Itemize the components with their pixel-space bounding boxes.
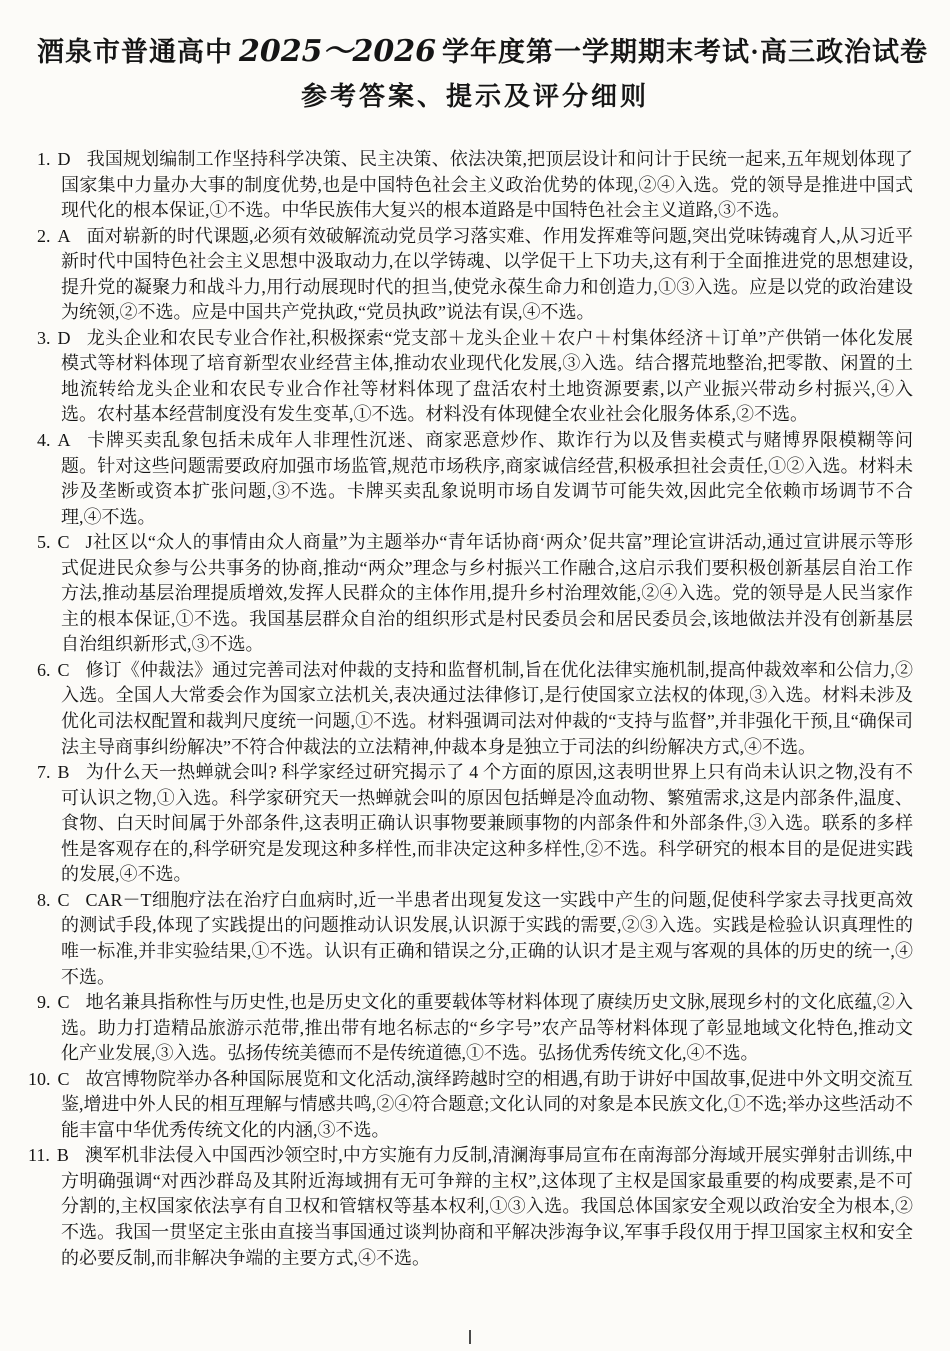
answer-item (37, 428, 913, 530)
answer-letter: B (57, 762, 70, 783)
answer-letter: C (57, 659, 70, 680)
answer-number: 7. (37, 762, 51, 783)
answer-number: 11. (28, 1145, 50, 1166)
answer-explanation: J社区以“众人的事情由众人商量”为主题举办“青年话协商‘两众’促共富”理论宣讲活动,通过宣讲展示等形式促进民众参与公共事务的协商,推动“两众”理念与乡村振兴工作融合,这启示我们要积极创新基层自治工作方法,推动基层治理提质增效,发挥人民群众的主体作用,提升乡村治理效能,②④入选。党的领导是人民当家作主的根本保证,①不选。我国基层群众自治的组织形式是村民委员会和居民委员会,该地做法并没有创新基层自治组织新形式,③不选。 (61, 532, 913, 655)
answer-explanation: 澳军机非法侵入中国西沙领空时,中方实施有力反制,清澜海事局宣布在南海部分海域开展实弹射击训练,中方明确强调“对西沙群岛及其附近海域拥有无可争辩的主权”,这体现了主权是国家最重要的构成要素,是不可分割的,主权国家依法享有自卫权和管辖权等基本权利,①③入选。我国总体国家安全观以政治安全为根本,②不选。我国一贯坚定主张由直接当事国通过谈判协商和平解决涉海争议,军事手段仅用于捍卫国家主权和安全的必要反制,而非解决争端的主要方式,④不选。 (61, 1145, 913, 1268)
answer-number: 3. (37, 327, 51, 348)
exam-title-suffix: 学年度第一学期期末考试·高三政治试卷 (442, 37, 929, 67)
answer-explanation: 修订《仲裁法》通过完善司法对仲裁的支持和监督机制,旨在优化法律实施机制,提高仲裁效率和公信力,②入选。全国人大常委会作为国家立法机关,表决通过法律修订,是行使国家立法权的体现,③入选。材料未涉及优化司法权配置和裁判尺度统一问题,①不选。材料强调司法对仲裁的“支持与监督”,并非强化干预,且“确保司法主导商事纠纷解决”不符合仲裁法的立法精神,仲裁本身是独立于司法的纠纷解决方式,④不选。 (61, 659, 913, 757)
answer-letter: C (57, 889, 70, 910)
answer-letter: B (56, 1145, 69, 1166)
answer-item (37, 530, 913, 658)
answer-number: 8. (37, 889, 51, 910)
answer-explanation: 面对崭新的时代课题,必须有效破解流动党员学习落实难、作用发挥难等问题,突出党味铸魂育人,从习近平新时代中国特色社会主义思想中汲取动力,在以学铸魂、以学促干上下功夫,这有利于全面推进党的思想建设,提升党的凝聚力和战斗力,用行动展现时代的担当,使党永葆生命力和创造力,①③入选。应是以党的政治建设为统领,②不选。应是中国共产党执政,“党员执政”说法有误,④不选。 (61, 225, 913, 323)
answer-number: 10. (28, 1068, 51, 1089)
answer-item (37, 224, 913, 326)
answer-letter: C (57, 1068, 70, 1089)
answer-explanation: 为什么天一热蝉就会叫? 科学家经过研究揭示了 4 个方面的原因,这表明世界上只有尚未认识之物,没有不可认识之物,①入选。科学家研究天一热蝉就会叫的原因包括蝉是冷血动物、繁殖需求,这是内部条件,温度、食物、白天时间属于外部条件,这表明正确认识事物要兼顾事物的内部条件和外部条件,③入选。联系的多样性是客观存在的,科学研究是发现这种多样性,而非决定这种多样性,②不选。科学研究的根本目的是促进实践的发展,④不选。 (61, 762, 913, 885)
answer-letter: D (57, 327, 71, 348)
answer-explanation: 龙头企业和农民专业合作社,积极探索“党支部＋龙头企业＋农户＋村集体经济＋订单”产供销一体化发展模式等材料体现了培育新型农业经营主体,推动农业现代化发展,③入选。结合撂荒地整治,把零散、闲置的土地流转给龙头企业和农民专业合作社等材料体现了盘活农村土地资源要素,以产业振兴带动乡村振兴,④入选。农村基本经营制度没有发生变革,①不选。材料没有体现健全农业社会化服务体系,②不选。 (61, 327, 913, 425)
answer-item (28, 1067, 913, 1144)
exam-title-year: 2025～2026 (239, 34, 436, 69)
answer-explanation: CAR－T细胞疗法在治疗白血病时,近一半患者出现复发这一实践中产生的问题,促使科学家去寻找更高效的测试手段,体现了实践提出的问题推动认识发展,认识源于实践的需要,②③入选。实践是检验认识真理性的唯一标准,并非实验结果,①不选。认识有正确和错误之分,正确的认识才是主观与客观的具体的历史的统一,④不选。 (61, 889, 913, 987)
answer-letter: A (57, 225, 71, 246)
answer-item (28, 1143, 913, 1271)
answer-number: 2. (37, 225, 51, 246)
answer-item (37, 888, 913, 990)
answer-explanation: 卡牌买卖乱象包括未成年人非理性沉迷、商家恶意炒作、欺诈行为以及售卖模式与赌博界限模糊等问题。针对这些问题需要政府加强市场监管,规范市场秩序,商家诚信经营,积极承担社会责任,①②入选。材料未涉及垄断或资本扩张问题,③不选。卡牌买卖乱象说明市场自发调节可能失效,因此完全依赖市场调节不合理,④不选。 (61, 430, 913, 527)
answer-letter: C (57, 992, 70, 1013)
exam-title (37, 26, 929, 70)
answer-key-subtitle: 参考答案、提示及评分细则 (300, 82, 649, 111)
answer-number: 1. (37, 149, 51, 169)
exam-title-school: 酒泉市普通高中 (37, 37, 233, 67)
crop-mark (469, 1330, 471, 1344)
answer-item (37, 990, 913, 1067)
answer-item (37, 326, 913, 428)
answer-letter: D (57, 149, 71, 169)
answer-item (37, 147, 913, 224)
answer-list (28, 147, 913, 1271)
answer-item (37, 760, 913, 888)
answer-explanation: 地名兼具指称性与历史性,也是历史文化的重要载体等材料体现了赓续历史文脉,展现乡村的文化底蕴,②入选。助力打造精品旅游示范带,推出带有地名标志的“乡字号”农产品等材料体现了彰显地域文化特色,推动文化产业发展,③入选。弘扬传统美德而不是传统道德,①不选。弘扬优秀传统文化,④不选。 (61, 992, 913, 1064)
answer-number: 4. (37, 430, 51, 451)
page-header (37, 26, 929, 113)
answer-explanation: 故宫博物院举办各种国际展览和文化活动,演绎跨越时空的相遇,有助于讲好中国故事,促进中外文明交流互鉴,增进中外人民的相互理解与情感共鸣,②④符合题意;文化认同的对象是本民族文化,①不选;举办这些活动不能丰富中华优秀传统文化的内涵,③不选。 (61, 1068, 913, 1140)
answer-explanation: 我国规划编制工作坚持科学决策、民主决策、依法决策,把顶层设计和问计于民统一起来,五年规划体现了国家集中力量办大事的制度优势,也是中国特色社会主义政治优势的体现,②④入选。党的领导是推进中国式现代化的根本保证,①不选。中华民族伟大复兴的根本道路是中国特色社会主义道路,③不选。 (61, 149, 913, 221)
answer-letter: C (57, 532, 70, 553)
answer-letter: A (57, 430, 71, 451)
answer-number: 5. (37, 532, 51, 553)
answer-number: 9. (37, 992, 51, 1013)
answer-item (37, 658, 913, 760)
answer-number: 6. (37, 659, 51, 680)
